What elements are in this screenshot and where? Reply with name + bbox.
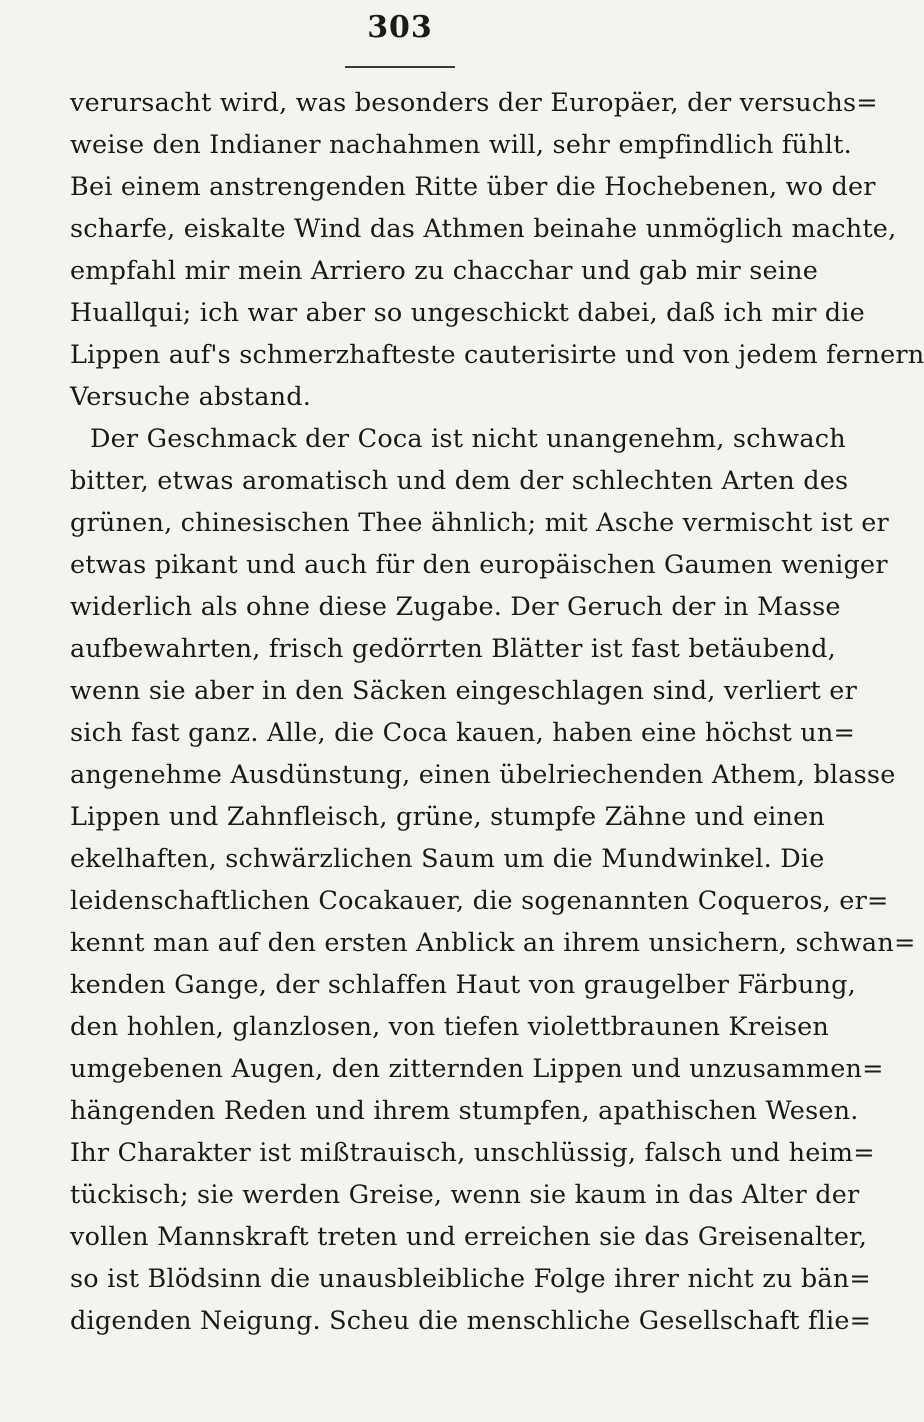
text-line: weise den Indianer nachahmen will, sehr empfindlich fühlt. bbox=[70, 130, 852, 160]
text-line: etwas pikant und auch für den europäischen Gaumen weniger bbox=[70, 550, 888, 580]
text-line: widerlich als ohne diese Zugabe. Der Geruch der in Masse bbox=[70, 592, 841, 622]
text-line: verursacht wird, was besonders der Europäer, der versuchs= bbox=[70, 88, 878, 118]
text-line: umgebenen Augen, den zitternden Lippen und unzusammen= bbox=[70, 1054, 884, 1084]
text-line: ekelhaften, schwärzlichen Saum um die Mundwinkel. Die bbox=[70, 844, 825, 874]
text-line: grünen, chinesischen Thee ähnlich; mit Asche vermischt ist er bbox=[70, 508, 889, 538]
text-line: Versuche abstand. bbox=[70, 382, 312, 412]
body-text bbox=[70, 82, 924, 1342]
text-line: bitter, etwas aromatisch und dem der schlechten Arten des bbox=[70, 466, 849, 496]
text-line: wenn sie aber in den Säcken eingeschlagen sind, verliert er bbox=[70, 676, 857, 706]
text-line: Lippen auf's schmerzhafteste cauterisirte und von jedem fernern bbox=[70, 340, 924, 370]
text-line: empfahl mir mein Arriero zu chacchar und gab mir seine bbox=[70, 256, 819, 286]
text-line: kenden Gange, der schlaffen Haut von graugelber Färbung, bbox=[70, 970, 856, 1000]
page-number: 303 bbox=[367, 10, 433, 45]
text-line: hängenden Reden und ihrem stumpfen, apathischen Wesen. bbox=[70, 1096, 859, 1126]
text-line: Lippen und Zahnfleisch, grüne, stumpfe Zähne und einen bbox=[70, 802, 826, 832]
text-line: leidenschaftlichen Cocakauer, die sogenannten Coqueros, er= bbox=[70, 886, 889, 916]
text-line: Ihr Charakter ist mißtrauisch, unschlüssig, falsch und heim= bbox=[70, 1138, 875, 1168]
text-line: angenehme Ausdünstung, einen übelriechenden Athem, blasse bbox=[70, 760, 896, 790]
text-line: sich fast ganz. Alle, die Coca kauen, haben eine höchst un= bbox=[70, 718, 856, 748]
text-line: so ist Blödsinn die unausbleibliche Folge ihrer nicht zu bän= bbox=[70, 1264, 871, 1294]
text-line: den hohlen, glanzlosen, von tiefen violettbraunen Kreisen bbox=[70, 1012, 830, 1042]
text-line: Der Geschmack der Coca ist nicht unangenehm, schwach bbox=[90, 424, 846, 454]
text-line: aufbewahrten, frisch gedörrten Blätter ist fast betäubend, bbox=[70, 634, 836, 664]
text-line: scharfe, eiskalte Wind das Athmen beinahe unmöglich machte, bbox=[70, 214, 897, 244]
text-line: kennt man auf den ersten Anblick an ihrem unsichern, schwan= bbox=[70, 928, 916, 958]
text-line: digenden Neigung. Scheu die menschliche Gesellschaft flie= bbox=[70, 1306, 872, 1336]
text-line: Bei einem anstrengenden Ritte über die Hochebenen, wo der bbox=[70, 172, 876, 202]
text-line: tückisch; sie werden Greise, wenn sie kaum in das Alter der bbox=[70, 1180, 860, 1210]
text-line: Huallqui; ich war aber so ungeschickt dabei, daß ich mir die bbox=[70, 298, 865, 328]
text-line: vollen Mannskraft treten und erreichen sie das Greisenalter, bbox=[70, 1222, 868, 1252]
page-number-underline bbox=[345, 66, 455, 68]
